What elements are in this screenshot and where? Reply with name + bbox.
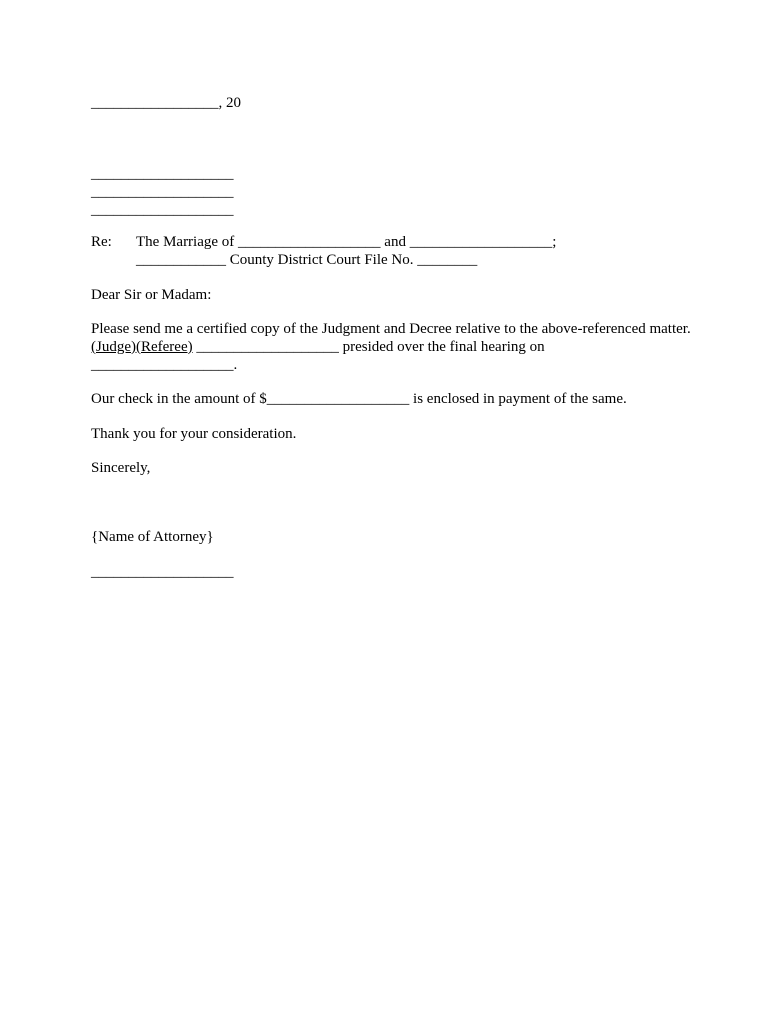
- body-paragraph-1-line-3: ___________________.: [91, 357, 238, 373]
- closing: Sincerely,: [91, 460, 151, 476]
- address-line-2: ___________________: [91, 184, 234, 200]
- address-line-1: ___________________: [91, 166, 234, 182]
- address-line-3: ___________________: [91, 202, 234, 218]
- re-line-1: The Marriage of ___________________ and ___________________;: [136, 234, 557, 250]
- re-label: Re:: [91, 234, 112, 250]
- attorney-name: {Name of Attorney}: [91, 529, 214, 545]
- body-paragraph-3: Thank you for your consideration.: [91, 426, 297, 442]
- body-paragraph-1-line-1: Please send me a certified copy of the Judgment and Decree relative to the above-referenced matter.: [91, 321, 691, 337]
- judge-referee-option: (Judge)(Referee): [91, 339, 193, 355]
- body-paragraph-1-line-2: [91, 339, 545, 356]
- re-line-2: ____________ County District Court File No. ________: [136, 252, 478, 268]
- date-line: _________________, 20: [91, 95, 241, 111]
- salutation: Dear Sir or Madam:: [91, 287, 212, 303]
- body-paragraph-1-line-2-rest: ___________________ presided over the final hearing on: [192, 339, 545, 355]
- signature-line: ___________________: [91, 564, 234, 580]
- body-paragraph-2: Our check in the amount of $___________________ is enclosed in payment of the same.: [91, 391, 627, 407]
